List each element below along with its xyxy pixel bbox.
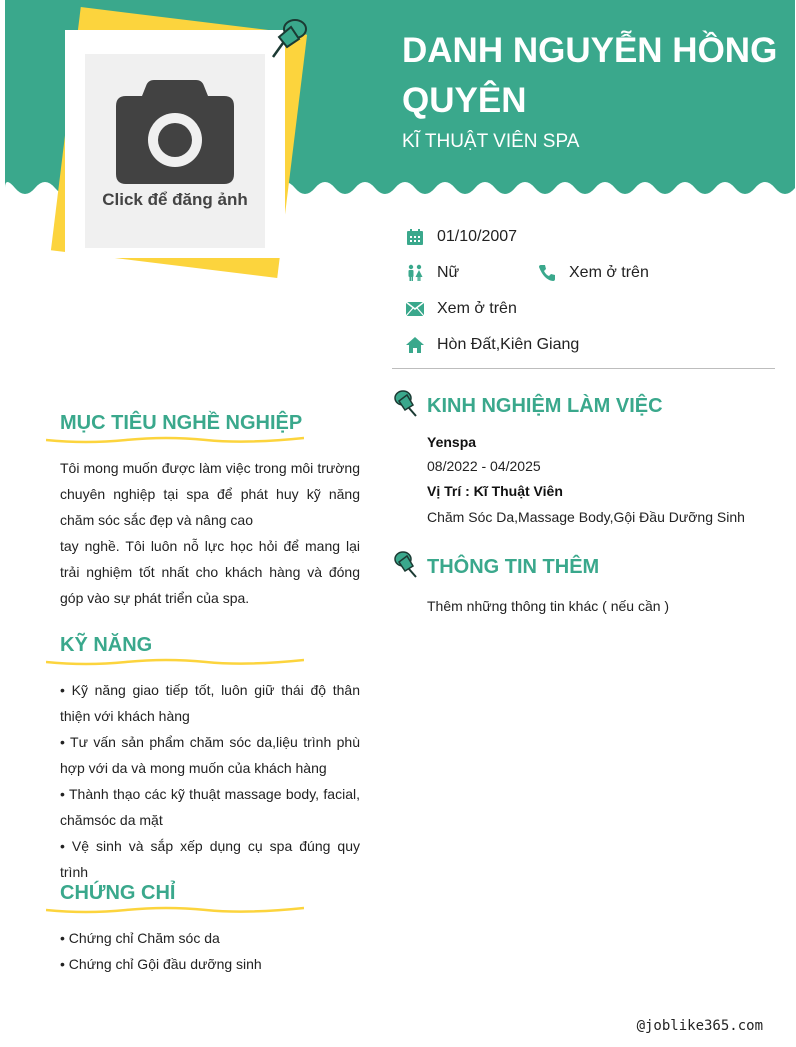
skill-item: • Kỹ năng giao tiếp tốt, luôn giữ thái độ thân thiện với khách hàng <box>60 682 360 724</box>
email-icon <box>405 299 425 319</box>
experience-description: Chăm Sóc Da,Massage Body,Gội Đầu Dưỡng Sinh <box>427 509 745 525</box>
contact-email <box>405 299 517 319</box>
experience-role: Vị Trí : Kĩ Thuật Viên <box>427 483 563 499</box>
experience-dates: 08/2022 - 04/2025 <box>427 458 541 474</box>
objective-underline <box>46 434 304 446</box>
job-title: KĨ THUẬT VIÊN SPA <box>402 131 580 152</box>
contact-gender <box>405 263 459 283</box>
objective-paragraph: tay nghề. Tôi luôn nỗ lực học hỏi để mang lại trải nghiệm tốt nhất cho khách hàng và đóng góp vào sự phát triển của spa. <box>60 538 360 606</box>
address-value: Hòn Đất,Kiên Giang <box>437 336 580 353</box>
objective-paragraph: Tôi mong muốn được làm việc trong môi trường chuyên nghiệp tại spa để phát huy kỹ năng chăm sóc sắc đẹp và nâng cao <box>60 460 360 528</box>
gender-icon <box>405 263 425 283</box>
pushpin-icon <box>267 15 311 59</box>
objective-title: MỤC TIÊU NGHỀ NGHIỆP <box>60 412 303 434</box>
camera-icon <box>116 80 234 184</box>
certificate-item: • Chứng chỉ Chăm sóc da <box>60 930 220 946</box>
email-value: Xem ở trên <box>437 300 517 317</box>
photo-frame <box>65 30 285 258</box>
photo-upload-button[interactable] <box>85 54 265 248</box>
skill-item: • Tư vấn sản phẩm chăm sóc da,liệu trình phù hợp với da và mong muốn của khách hàng <box>60 734 360 776</box>
certificate-item: • Chứng chỉ Gội đầu dưỡng sinh <box>60 956 262 972</box>
photo-upload-label: Click để đăng ảnh <box>102 190 248 209</box>
extra-info-text: Thêm những thông tin khác ( nếu cần ) <box>427 598 670 614</box>
skill-item: • Vệ sinh và sắp xếp dụng cụ spa đúng quy trình <box>60 838 360 880</box>
watermark: @joblike365.com <box>636 1018 763 1034</box>
candidate-name: DANH NGUYỄN HỒNG QUYÊN <box>402 31 778 120</box>
experience-company: Yenspa <box>427 434 477 450</box>
skills-list <box>60 677 360 885</box>
certificates-title: CHỨNG CHỈ <box>60 882 176 904</box>
skills-title: KỸ NĂNG <box>60 634 153 656</box>
skills-underline <box>46 656 304 668</box>
pushpin-icon <box>392 550 420 580</box>
extra-info-title: THÔNG TIN THÊM <box>427 556 600 578</box>
contact-divider <box>392 368 775 369</box>
contact-phone <box>537 263 649 283</box>
objective-text <box>60 455 360 611</box>
gender-value: Nữ <box>437 264 460 281</box>
calendar-icon <box>405 227 425 247</box>
certificates-underline <box>46 904 304 916</box>
contact-birthday <box>405 227 517 247</box>
certificates-list <box>60 925 360 977</box>
home-icon <box>405 335 425 355</box>
contact-address <box>405 335 579 355</box>
experience-title: KINH NGHIỆM LÀM VIỆC <box>427 395 663 417</box>
phone-value: Xem ở trên <box>569 264 649 281</box>
photo-area <box>45 10 315 280</box>
phone-icon <box>537 263 557 283</box>
pushpin-icon <box>392 389 420 419</box>
birthday-value: 01/10/2007 <box>437 228 518 245</box>
skill-item: • Thành thạo các kỹ thuật massage body, facial, chămsóc da mặt <box>60 786 360 828</box>
